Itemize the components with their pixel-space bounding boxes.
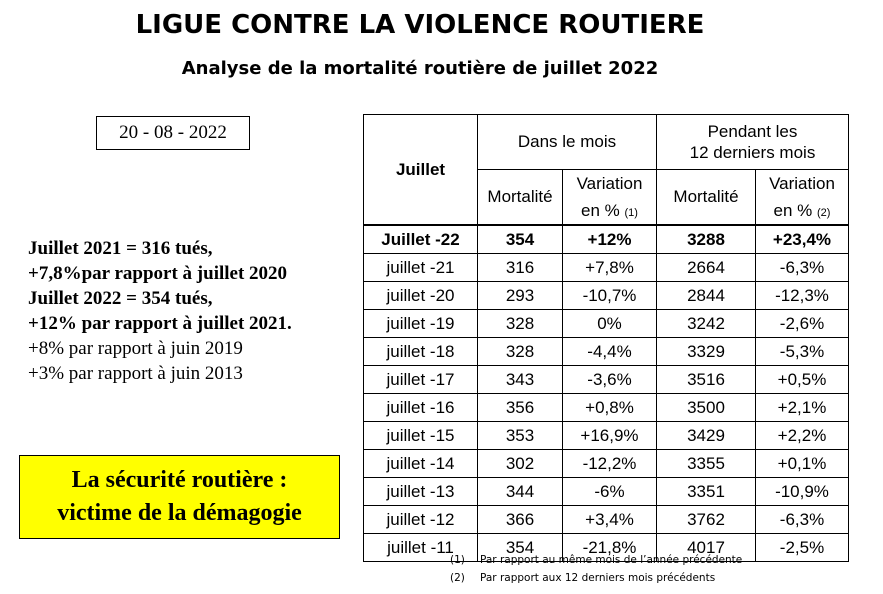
table-cell-v2: -2,5% <box>756 534 849 562</box>
table-cell-v1: -6% <box>563 478 657 506</box>
table-cell-v1: +0,8% <box>563 394 657 422</box>
table-row <box>364 254 849 282</box>
table-row <box>364 422 849 450</box>
table-cell-v1: -21,8% <box>563 534 657 562</box>
highlight-line-2: victime de la démagogie <box>57 500 302 526</box>
date-box: 20 - 08 - 2022 <box>96 116 250 150</box>
table-row <box>364 282 849 310</box>
note-line: +12% par rapport à juillet 2021. <box>28 313 292 334</box>
table-cell-v2: +2,1% <box>756 394 849 422</box>
table-cell-v1: +12% <box>563 225 657 254</box>
enpct-label-1: en % <box>581 200 620 220</box>
table-cell-label: Juillet -22 <box>364 225 478 254</box>
table-cell-v1: +3,4% <box>563 506 657 534</box>
note-line: +3% par rapport à juin 2013 <box>28 363 243 384</box>
table-cell-m2: 3351 <box>657 478 756 506</box>
table-cell-v1: -4,4% <box>563 338 657 366</box>
corner-label: Juillet <box>364 115 478 226</box>
highlight-box <box>19 455 340 539</box>
table-cell-v2: -6,3% <box>756 254 849 282</box>
note-line: Juillet 2022 = 354 tués, <box>28 288 213 309</box>
footnote-number: (1) <box>450 554 465 566</box>
table-cell-label: juillet -20 <box>364 282 478 310</box>
note-ref-2: (2) <box>817 206 831 219</box>
table-cell-m2: 3288 <box>657 225 756 254</box>
table-cell-v1: -12,2% <box>563 450 657 478</box>
table-cell-m2: 3516 <box>657 366 756 394</box>
table-cell-v1: -10,7% <box>563 282 657 310</box>
table-cell-label: juillet -16 <box>364 394 478 422</box>
table-cell-v2: -6,3% <box>756 506 849 534</box>
table-row <box>364 478 849 506</box>
footnote-number: (2) <box>450 572 465 584</box>
note-line: +8% par rapport à juin 2019 <box>28 338 243 359</box>
footnote-text: Par rapport au même mois de l’année précédente <box>480 554 743 566</box>
col-enpct-2 <box>756 197 849 225</box>
table-cell-m1: 353 <box>478 422 563 450</box>
table-cell-v2: -12,3% <box>756 282 849 310</box>
col-variation-1: Variation <box>563 170 657 198</box>
table-cell-m1: 293 <box>478 282 563 310</box>
footnote-text: Par rapport aux 12 derniers mois précédents <box>480 572 716 584</box>
table-cell-v2: +0,5% <box>756 366 849 394</box>
table-cell-label: juillet -19 <box>364 310 478 338</box>
table-cell-m2: 4017 <box>657 534 756 562</box>
table-cell-v2: -2,6% <box>756 310 849 338</box>
table-cell-m2: 3500 <box>657 394 756 422</box>
table-cell-label: juillet -18 <box>364 338 478 366</box>
footnote <box>450 554 742 572</box>
table-row <box>364 366 849 394</box>
table-cell-v2: +2,2% <box>756 422 849 450</box>
table-cell-label: juillet -15 <box>364 422 478 450</box>
table-cell-label: juillet -14 <box>364 450 478 478</box>
col-variation-2: Variation <box>756 170 849 198</box>
table-cell-m1: 344 <box>478 478 563 506</box>
table-cell-v1: +16,9% <box>563 422 657 450</box>
table-cell-v1: 0% <box>563 310 657 338</box>
note-line: +7,8%par rapport à juillet 2020 <box>28 263 288 284</box>
group-header-12months <box>657 115 849 170</box>
table-cell-v2: +0,1% <box>756 450 849 478</box>
enpct-label-2: en % <box>773 200 813 220</box>
document-subtitle: Analyse de la mortalité routière de juillet 2022 <box>181 58 659 79</box>
table-cell-m1: 316 <box>478 254 563 282</box>
footnotes <box>450 554 742 590</box>
note-ref-1: (1) <box>624 206 638 219</box>
group-header-12months-line1: Pendant les <box>707 122 798 141</box>
table-row <box>364 450 849 478</box>
table-row <box>364 225 849 254</box>
table-cell-v2: +23,4% <box>756 225 849 254</box>
group-header-12months-line2: 12 derniers mois <box>689 143 816 162</box>
table-row <box>364 506 849 534</box>
table-cell-m1: 356 <box>478 394 563 422</box>
note-line: Juillet 2021 = 316 tués, <box>28 238 213 259</box>
footnote <box>450 572 742 590</box>
table-cell-m1: 366 <box>478 506 563 534</box>
table-cell-v2: -5,3% <box>756 338 849 366</box>
table-cell-label: juillet -12 <box>364 506 478 534</box>
table-cell-m1: 354 <box>478 534 563 562</box>
table-row <box>364 310 849 338</box>
table-cell-m2: 2664 <box>657 254 756 282</box>
table-cell-m2: 3429 <box>657 422 756 450</box>
col-enpct-1 <box>563 197 657 225</box>
table-cell-label: juillet -13 <box>364 478 478 506</box>
table-cell-m2: 2844 <box>657 282 756 310</box>
highlight-line-1: La sécurité routière : <box>71 467 288 493</box>
table-cell-v1: +7,8% <box>563 254 657 282</box>
table-cell-m2: 3355 <box>657 450 756 478</box>
table-row <box>364 394 849 422</box>
document-title: LIGUE CONTRE LA VIOLENCE ROUTIERE <box>135 10 705 40</box>
table-cell-m1: 354 <box>478 225 563 254</box>
col-mortalite-2: Mortalité <box>657 170 756 226</box>
table-row <box>364 338 849 366</box>
mortality-table <box>363 114 849 562</box>
table-cell-label: juillet -11 <box>364 534 478 562</box>
summary-notes <box>28 236 348 386</box>
group-header-month: Dans le mois <box>478 115 657 170</box>
table-cell-m1: 302 <box>478 450 563 478</box>
table-cell-v2: -10,9% <box>756 478 849 506</box>
table-cell-v1: -3,6% <box>563 366 657 394</box>
table-cell-m1: 328 <box>478 310 563 338</box>
table-cell-label: juillet -21 <box>364 254 478 282</box>
table-cell-m2: 3762 <box>657 506 756 534</box>
table-cell-m1: 328 <box>478 338 563 366</box>
table-cell-m1: 343 <box>478 366 563 394</box>
table-cell-label: juillet -17 <box>364 366 478 394</box>
col-mortalite-1: Mortalité <box>478 170 563 226</box>
table-cell-m2: 3329 <box>657 338 756 366</box>
table-cell-m2: 3242 <box>657 310 756 338</box>
